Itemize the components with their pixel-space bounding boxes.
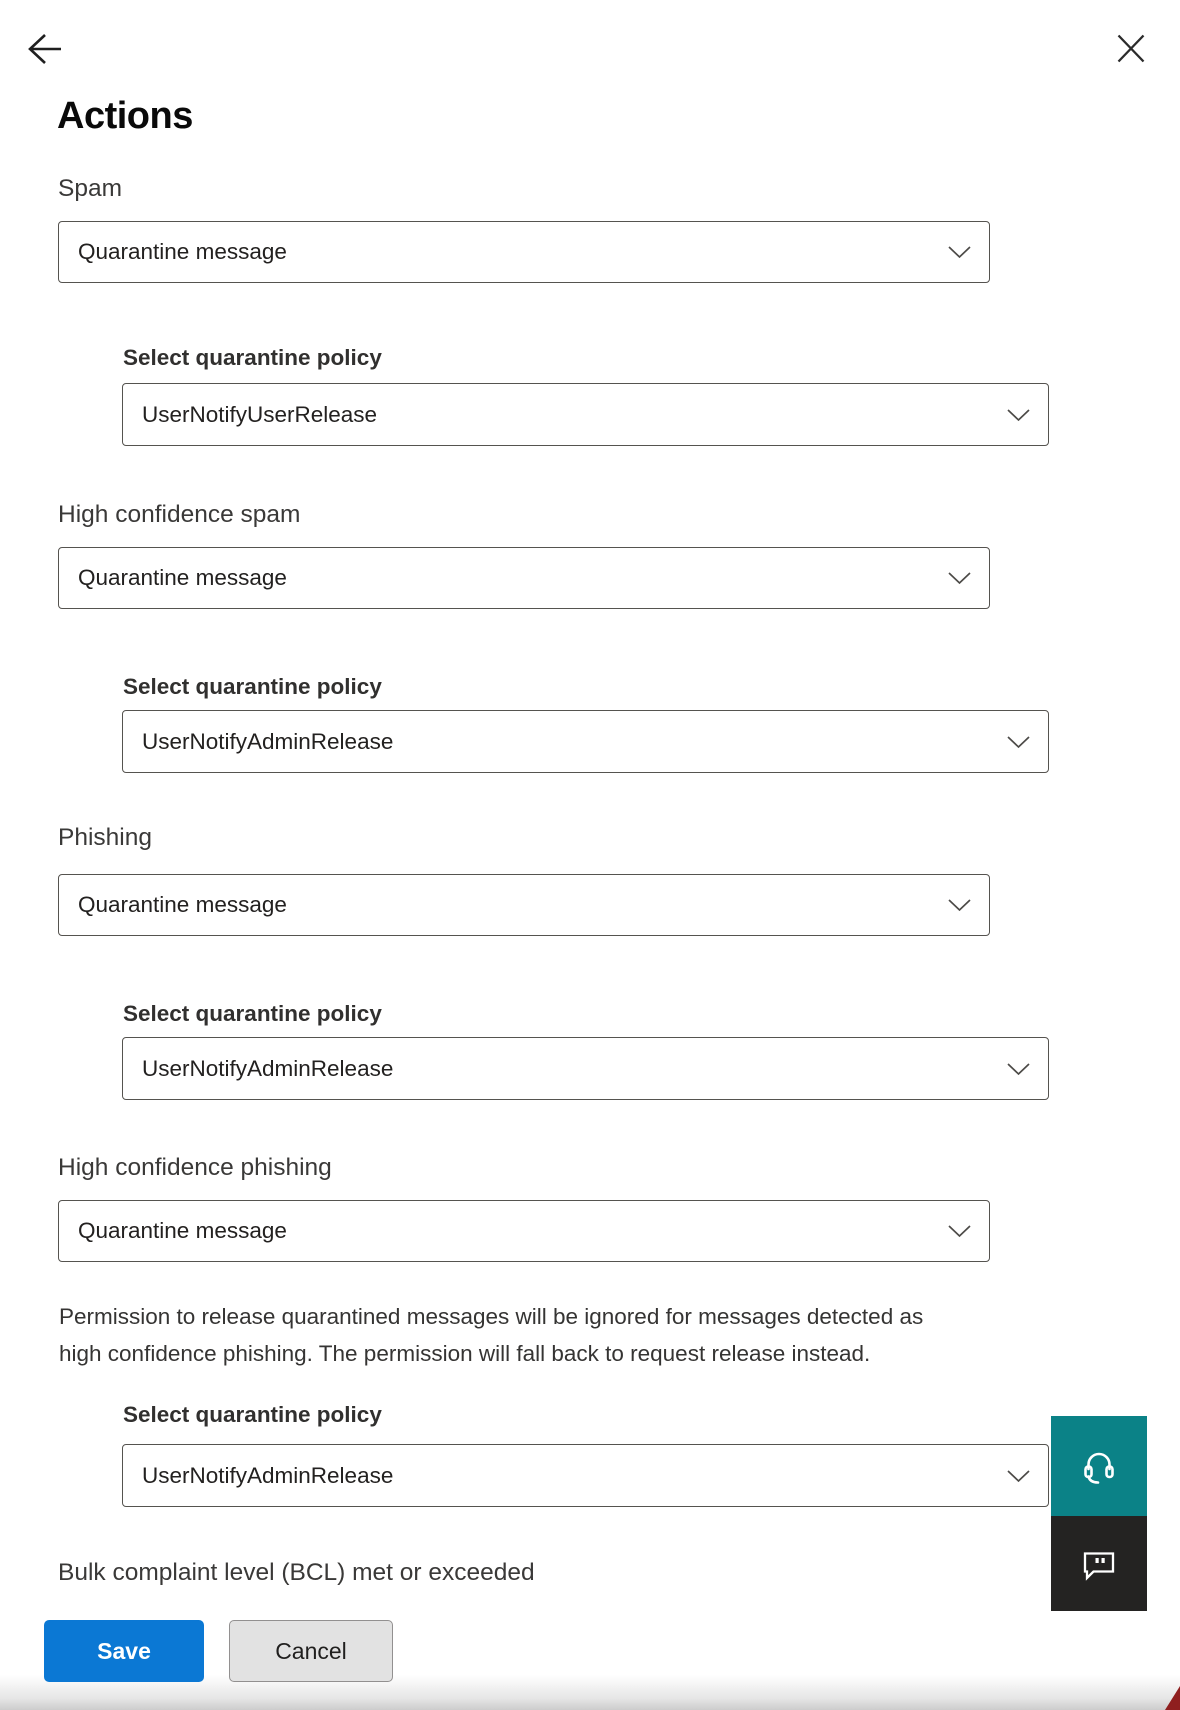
dropdown-value: UserNotifyAdminRelease [142,728,394,754]
feedback-button[interactable] [1051,1516,1147,1611]
high-confidence-phishing-policy-select[interactable] [122,1444,1049,1507]
cancel-button[interactable]: Cancel [229,1620,393,1682]
chevron-down-icon [1006,1469,1031,1483]
page-title: Actions [57,95,193,137]
chevron-down-icon [947,245,972,259]
section-label-high-confidence-phishing: High confidence phishing [58,1154,332,1181]
policy-label-high-confidence-phishing: Select quarantine policy [123,1402,382,1427]
policy-label-spam: Select quarantine policy [123,345,382,370]
dropdown-value: Quarantine message [78,892,287,917]
footer [0,1593,1180,1710]
back-button[interactable] [24,29,66,69]
high-confidence-spam-policy-select[interactable] [122,710,1049,773]
note-line: high confidence phishing. The permission will fall back to request release instead. [59,1341,871,1366]
dropdown-value: Quarantine message [78,565,287,590]
high-confidence-phishing-action-select[interactable] [58,1200,990,1262]
section-label-spam: Spam [58,175,123,202]
dropdown-value: UserNotifyAdminRelease [142,1055,394,1081]
dropdown-value: Quarantine message [78,1218,287,1243]
help-button[interactable] [1051,1416,1147,1516]
close-icon [1116,34,1146,63]
dropdown-value: Quarantine message [78,239,287,264]
chevron-down-icon [1006,408,1031,422]
chevron-down-icon [947,1224,972,1238]
section-label-bulk-complaint-level: Bulk complaint level (BCL) met or exceeded [58,1559,535,1586]
back-arrow-icon [28,33,62,65]
spam-action-select[interactable] [58,221,990,283]
dropdown-value: UserNotifyAdminRelease [142,1462,394,1488]
note-line: Permission to release quarantined messages will be ignored for messages detected as [59,1304,924,1329]
phishing-policy-select[interactable] [122,1037,1049,1100]
policy-label-high-confidence-spam: Select quarantine policy [123,674,382,699]
dropdown-value: UserNotifyUserRelease [142,401,378,427]
high-confidence-spam-action-select[interactable] [58,547,990,609]
headset-icon [1078,1445,1120,1487]
chevron-down-icon [947,571,972,585]
chevron-down-icon [1006,1062,1031,1076]
close-button[interactable] [1112,30,1150,66]
section-label-phishing: Phishing [58,824,152,851]
chevron-down-icon [1006,735,1031,749]
chevron-down-icon [947,898,972,912]
policy-label-phishing: Select quarantine policy [123,1001,382,1026]
save-button[interactable]: Save [44,1620,204,1682]
high-confidence-phishing-note [59,1298,923,1372]
phishing-action-select[interactable] [58,874,990,936]
chat-bubble-icon [1079,1544,1119,1584]
spam-policy-select[interactable] [122,383,1049,446]
section-label-high-confidence-spam: High confidence spam [58,501,301,528]
